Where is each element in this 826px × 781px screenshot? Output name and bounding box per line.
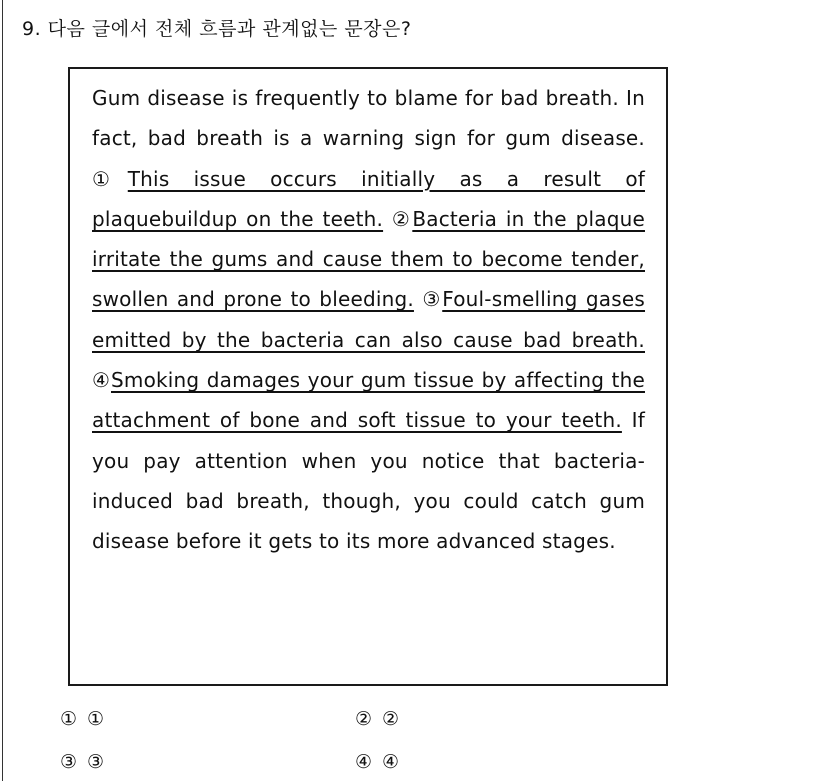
sentence-2-marker: ② xyxy=(391,206,413,231)
question-title: 9. 다음 글에서 전체 흐름과 관계없는 문장은? xyxy=(22,18,412,40)
choice-3-label: ③ xyxy=(87,751,105,773)
choice-3[interactable] xyxy=(60,751,104,773)
choice-2-label: ② xyxy=(382,708,400,730)
choice-4[interactable] xyxy=(355,751,399,773)
choice-1[interactable] xyxy=(60,708,104,730)
passage-intro: Gum disease is frequently to blame for bad breath. In fact, bad breath is a warning sign for gum disease. xyxy=(92,86,645,151)
passage-box xyxy=(68,67,668,686)
choice-4-label: ④ xyxy=(382,751,400,773)
sentence-4: Smoking damages your gum tissue by affecting the attachment of bone and soft tissue to your teeth. xyxy=(92,368,645,433)
sentence-2: Bacteria in the plaque irritate the gums and cause them to become tender, swollen and prone to bleeding. xyxy=(92,206,645,312)
sentence-1: This issue occurs initially as a result of plaquebuildup on the teeth. xyxy=(92,166,645,231)
choice-3-mark: ③ xyxy=(60,751,78,773)
passage-text xyxy=(92,78,645,562)
passage-outro: If you pay attention when you notice that bacteria-induced bad breath, though, you could catch gum disease before it gets to its more advanced stages. xyxy=(92,408,645,554)
choice-1-label: ① xyxy=(87,708,105,730)
sentence-3: Foul-smelling gases emitted by the bacteria can also cause bad breath. xyxy=(92,287,646,352)
sentence-4-marker: ④ xyxy=(92,368,111,393)
choice-1-mark: ① xyxy=(60,708,78,730)
choice-4-mark: ④ xyxy=(355,751,373,773)
sentence-1-marker: ① xyxy=(92,166,128,191)
page-border-left xyxy=(2,0,3,781)
choice-2[interactable] xyxy=(355,708,399,730)
choice-2-mark: ② xyxy=(355,708,373,730)
sentence-3-marker: ③ xyxy=(422,287,443,312)
